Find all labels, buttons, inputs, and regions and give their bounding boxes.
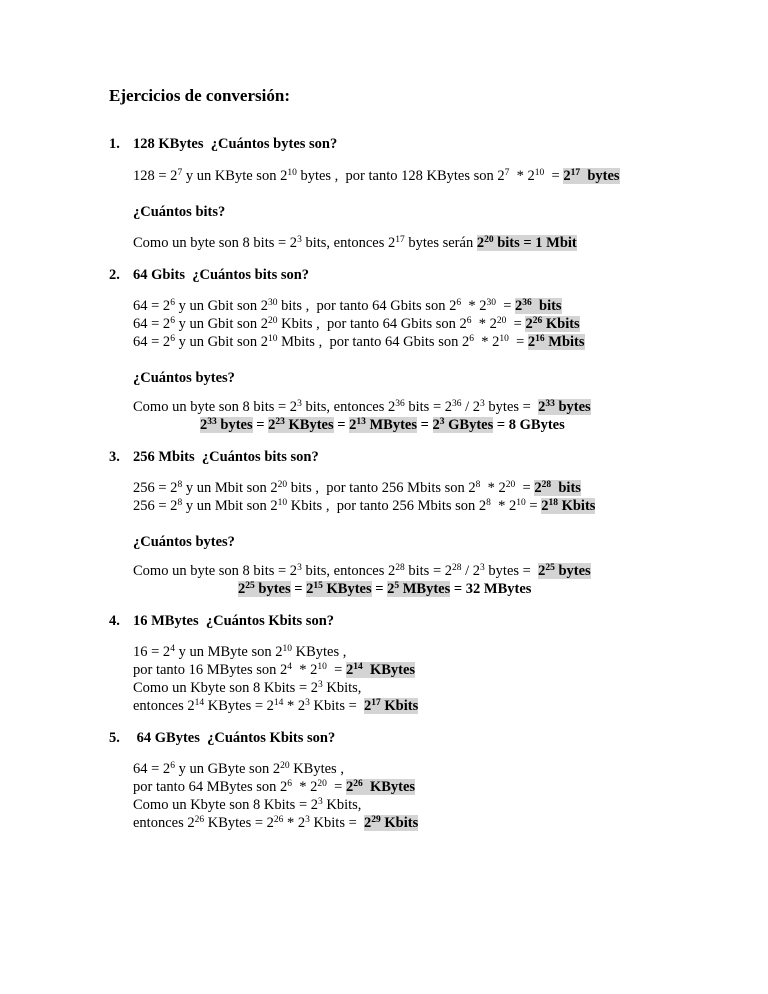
answer-highlight: $2^{16}$ Mbits	[527, 334, 585, 350]
ex5-line-3: Como un Kbyte son 8 Kbits = $2^3$ Kbits,	[133, 797, 362, 813]
exercise-number: 5.	[109, 730, 120, 746]
ex2-line-3: $64 = 2^6$ y un Gbit son $2^{10}$ Mbits , por tanto 64 Gbits son $2^6 * 2^{10} = 2^{16}$ Mbits	[133, 334, 585, 350]
answer-highlight: $2^{29}$ Kbits	[364, 815, 419, 831]
ex2-bytes-line-2: $2^{33}$ bytes = $2^{23}$ KBytes = $2^{13}$ MBytes = $2^3$ GBytes = 8 GBytes	[200, 417, 565, 433]
answer-highlight: $2^{25}$ bytes	[238, 581, 291, 597]
ex3-subquestion: ¿Cuántos bytes?	[133, 534, 235, 550]
exercise-question: 16 MBytes ¿Cuántos Kbits son?	[133, 613, 335, 629]
ex3-line-1: $256 = 2^8$ y un Mbit son $2^{20}$ bits , por tanto 256 Mbits son $2^8 * 2^{20} = 2^{28}$ bits	[133, 480, 581, 496]
answer-highlight: $2^{13}$ MBytes	[349, 417, 418, 433]
exercise-5-heading	[109, 730, 335, 747]
exercise-question: 64 Gbits ¿Cuántos bits son?	[133, 267, 310, 283]
answer-highlight: $2^{26}$ Kbits	[525, 316, 580, 332]
exercise-number: 3.	[109, 449, 120, 465]
ex3-bytes-line-1: Como un byte son 8 bits = $2^3$ bits, entonces $2^{28}$ bits = $2^{28} / 2^3$ bytes = $2^{25}$ bytes	[133, 563, 591, 579]
answer-highlight: $2^{25}$ bytes	[538, 563, 591, 579]
ex5-line-4: entonces $2^{26}$ KBytes = $2^{26} * 2^3$ Kbits = $2^{29}$ Kbits	[133, 815, 419, 831]
answer-highlight: $2^{33}$ bytes	[200, 417, 253, 433]
ex5-line-1: $64 = 2^6$ y un GByte son $2^{20}$ KBytes ,	[133, 761, 344, 777]
exercise-number: 4.	[109, 613, 120, 629]
ex2-subquestion: ¿Cuántos bytes?	[133, 370, 235, 386]
answer-highlight: $2^{20}$ bits = 1 Mbit	[476, 235, 577, 251]
ex3-bytes-line-2: $2^{25}$ bytes = $2^{15}$ KBytes = $2^5$ MBytes = 32 MBytes	[238, 581, 532, 597]
answer-highlight: $2^{15}$ KBytes	[306, 581, 372, 597]
answer-highlight: $2^3$ GBytes	[432, 417, 494, 433]
answer-highlight: $2^{36}$ bits	[515, 298, 562, 314]
ex4-line-2: por tanto 16 MBytes son $2^4 * 2^{10} = 2^{14}$ KBytes	[133, 662, 416, 678]
answer-highlight: $2^{17}$ Kbits	[364, 698, 419, 714]
ex2-line-1: $64 = 2^6$ y un Gbit son $2^{30}$ bits , por tanto 64 Gbits son $2^6 * 2^{30} = 2^{36}$ bits	[133, 298, 562, 314]
exercise-1-heading	[109, 136, 337, 153]
exercise-4-heading	[109, 613, 334, 630]
answer-highlight: $2^{18}$ Kbits	[541, 498, 596, 514]
exercise-number: 2.	[109, 267, 120, 283]
ex4-line-3: Como un Kbyte son 8 Kbits = $2^3$ Kbits,	[133, 680, 362, 696]
answer-highlight: $2^{17}$ bytes	[563, 168, 620, 184]
exercise-question: 128 KBytes ¿Cuántos bytes son?	[133, 136, 338, 152]
ex2-line-2: $64 = 2^6$ y un Gbit son $2^{20}$ Kbits , por tanto 64 Gbits son $2^6 * 2^{20} = 2^{26}$ Kbits	[133, 316, 580, 332]
exercise-question: 64 GBytes ¿Cuántos Kbits son?	[133, 730, 336, 746]
ex5-line-2: por tanto 64 MBytes son $2^6 * 2^{20} = 2^{26}$ KBytes	[133, 779, 416, 795]
ex1-line-1: $128 = 2^7$ y un KByte son $2^{10}$ bytes , por tanto 128 KBytes son $2^7 * 2^{10} = 2^{17}$ bytes	[133, 168, 620, 184]
page-title: Ejercicios de conversión:	[109, 86, 290, 105]
ex1-line-2: Como un byte son 8 bits = $2^3$ bits, entonces $2^{17}$ bytes serán $2^{20}$ bits = 1 Mbit	[133, 235, 577, 251]
ex2-bytes-line-1: Como un byte son 8 bits = $2^3$ bits, entonces $2^{36}$ bits = $2^{36} / 2^3$ bytes = $2^{33}$ bytes	[133, 399, 591, 415]
answer-highlight: $2^{14}$ KBytes	[345, 662, 416, 678]
answer-highlight: $2^{33}$ bytes	[538, 399, 591, 415]
answer-highlight: $2^{26}$ KBytes	[345, 779, 416, 795]
exercise-2-heading	[109, 267, 309, 284]
exercise-3-heading	[109, 449, 319, 466]
answer-highlight: $2^5$ MBytes	[387, 581, 451, 597]
ex3-line-2: $256 = 2^8$ y un Mbit son $2^{10}$ Kbits , por tanto 256 Mbits son $2^8 * 2^{10} = 2^{18}$ Kbits	[133, 498, 596, 514]
ex1-subquestion: ¿Cuántos bits?	[133, 204, 226, 220]
ex4-line-1: $16 = 2^4$ y un MByte son $2^{10}$ KBytes ,	[133, 644, 347, 660]
ex4-line-4: entonces $2^{14}$ KBytes = $2^{14} * 2^3$ Kbits = $2^{17}$ Kbits	[133, 698, 419, 714]
exercise-number: 1.	[109, 136, 120, 152]
answer-highlight: $2^{28}$ bits	[534, 480, 581, 496]
exercise-question: 256 Mbits ¿Cuántos bits son?	[133, 449, 319, 465]
answer-highlight: $2^{23}$ KBytes	[268, 417, 334, 433]
